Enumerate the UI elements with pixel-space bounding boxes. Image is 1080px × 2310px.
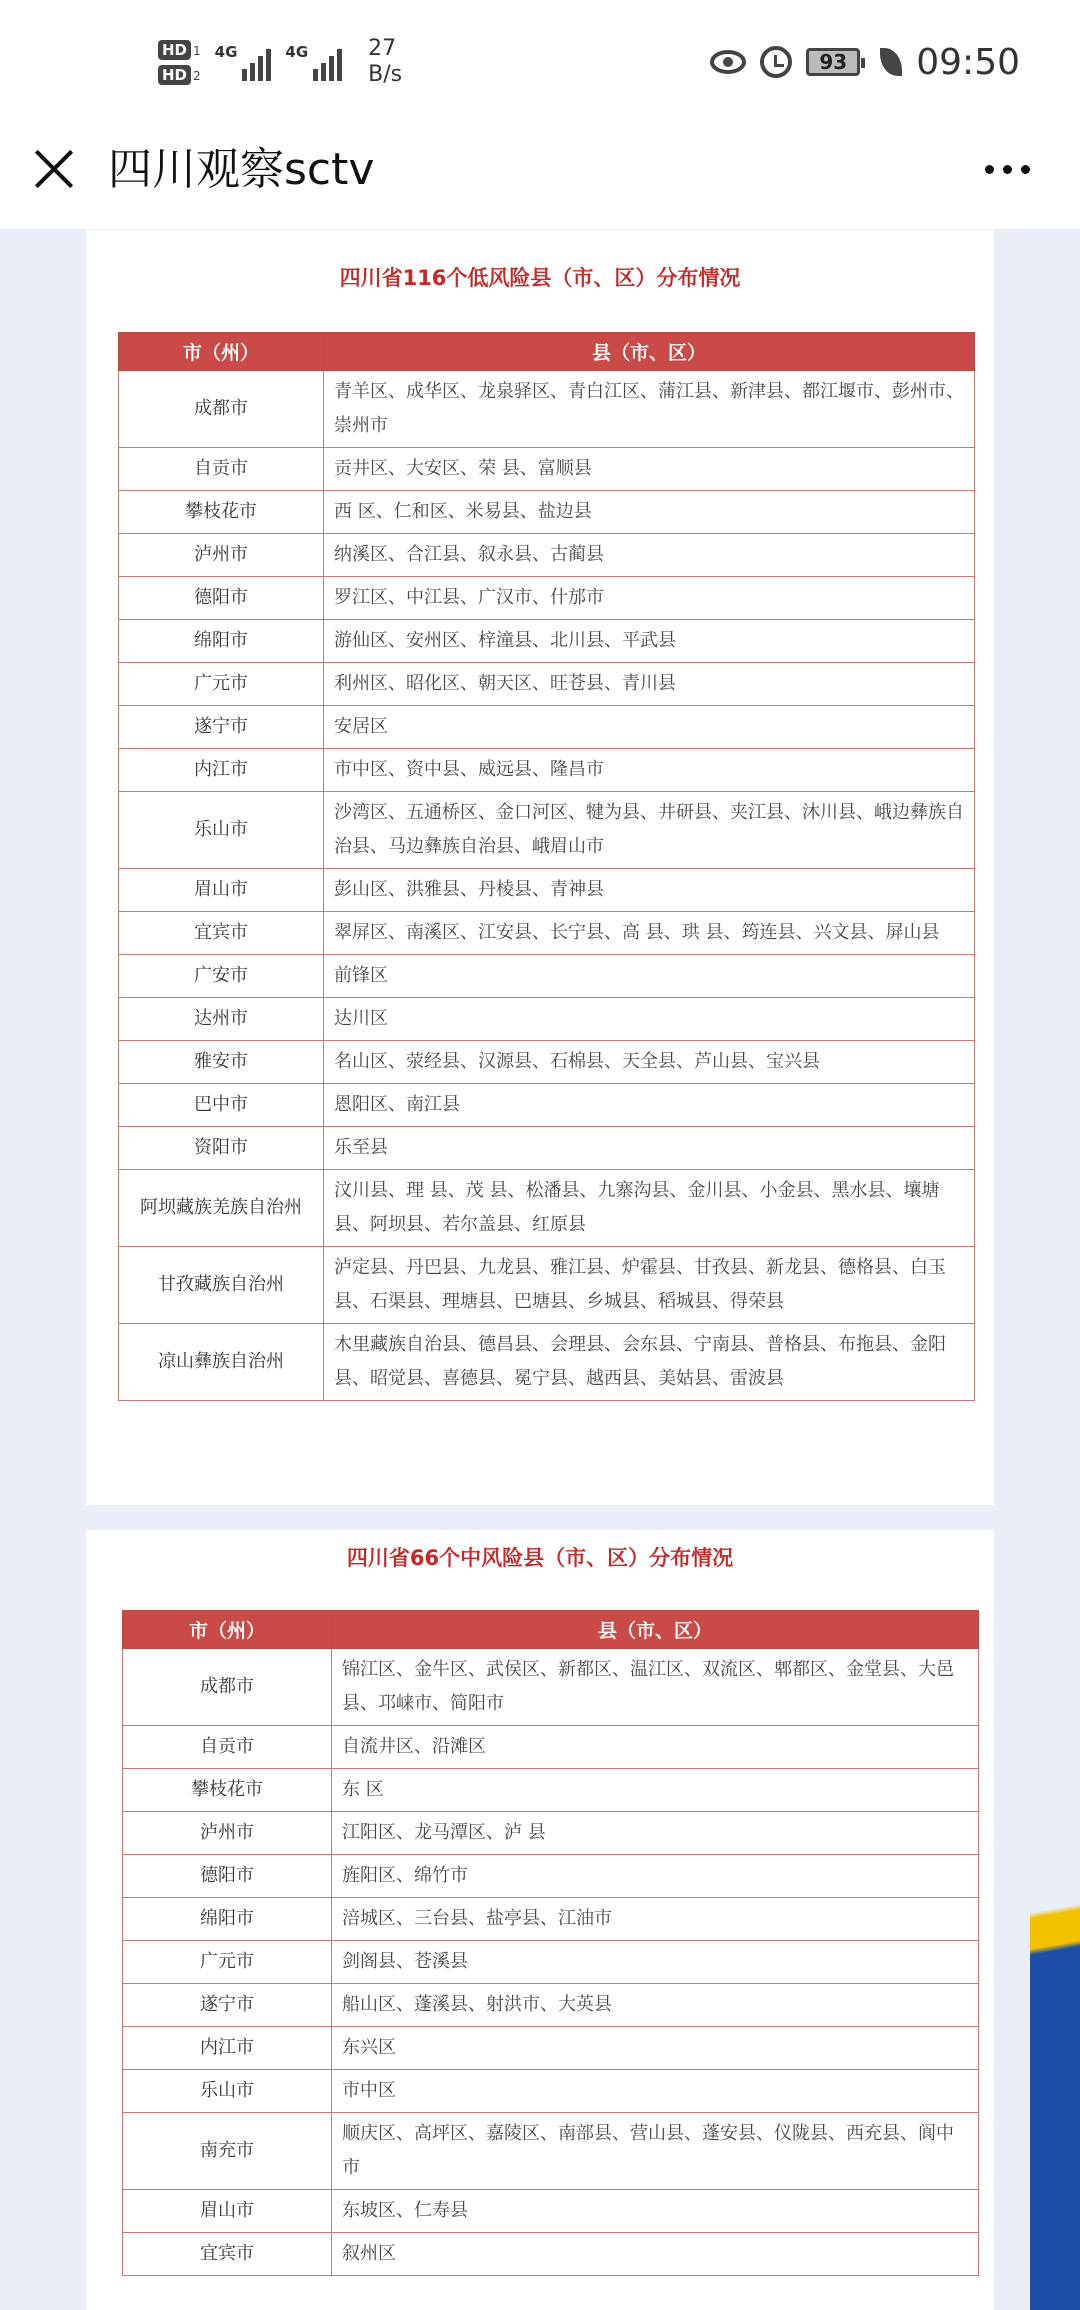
counties-cell: 纳溪区、合江县、叙永县、古蔺县 bbox=[324, 534, 975, 577]
city-cell: 广元市 bbox=[119, 663, 324, 706]
table-row bbox=[119, 869, 975, 912]
counties-cell: 顺庆区、高坪区、嘉陵区、南部县、营山县、蓬安县、仪陇县、西充县、阆中市 bbox=[332, 2113, 979, 2190]
counties-cell: 贡井区、大安区、荣 县、富顺县 bbox=[324, 448, 975, 491]
city-cell: 达州市 bbox=[119, 998, 324, 1041]
table-row bbox=[119, 706, 975, 749]
city-cell: 甘孜藏族自治州 bbox=[119, 1247, 324, 1324]
counties-cell: 前锋区 bbox=[324, 955, 975, 998]
table-row bbox=[123, 1941, 979, 1984]
more-options-icon[interactable] bbox=[985, 165, 1030, 174]
net-speed-value: 27 bbox=[368, 36, 397, 61]
city-cell: 内江市 bbox=[123, 2027, 332, 2070]
table-row bbox=[123, 2070, 979, 2113]
counties-cell: 船山区、蓬溪县、射洪市、大英县 bbox=[332, 1984, 979, 2027]
city-cell: 巴中市 bbox=[119, 1084, 324, 1127]
city-cell: 眉山市 bbox=[123, 2190, 332, 2233]
city-cell: 南充市 bbox=[123, 2113, 332, 2190]
city-cell: 攀枝花市 bbox=[119, 491, 324, 534]
counties-cell: 恩阳区、南江县 bbox=[324, 1084, 975, 1127]
medium-risk-card bbox=[86, 1530, 994, 2310]
signal-icon-1 bbox=[215, 43, 272, 81]
counties-cell: 罗江区、中江县、广汉市、什邡市 bbox=[324, 577, 975, 620]
table-row bbox=[119, 534, 975, 577]
city-cell: 绵阳市 bbox=[119, 620, 324, 663]
counties-cell: 锦江区、金牛区、武侯区、新都区、温江区、双流区、郫都区、金堂县、大邑县、邛崃市、简阳市 bbox=[332, 1649, 979, 1726]
table-row bbox=[119, 663, 975, 706]
city-cell: 绵阳市 bbox=[123, 1898, 332, 1941]
header-city: 市（州） bbox=[119, 333, 324, 371]
table-row bbox=[123, 2113, 979, 2190]
city-cell: 德阳市 bbox=[119, 577, 324, 620]
page-title: 四川观察sctv bbox=[108, 144, 375, 195]
eye-comfort-icon bbox=[710, 50, 746, 74]
counties-cell: 名山区、荥经县、汉源县、石棉县、天全县、芦山县、宝兴县 bbox=[324, 1041, 975, 1084]
city-cell: 阿坝藏族羌族自治州 bbox=[119, 1170, 324, 1247]
table-row bbox=[119, 1324, 975, 1401]
clock-time: 09:50 bbox=[916, 41, 1020, 83]
counties-cell: 游仙区、安州区、梓潼县、北川县、平武县 bbox=[324, 620, 975, 663]
nav-bar bbox=[0, 125, 1080, 230]
net-speed-unit: B/s bbox=[368, 62, 403, 87]
counties-cell: 市中区、资中县、威远县、隆昌市 bbox=[324, 749, 975, 792]
counties-cell: 市中区 bbox=[332, 2070, 979, 2113]
table-row bbox=[123, 1769, 979, 1812]
city-cell: 宜宾市 bbox=[119, 912, 324, 955]
table-row bbox=[119, 1041, 975, 1084]
counties-cell: 翠屏区、南溪区、江安县、长宁县、高 县、珙 县、筠连县、兴文县、屏山县 bbox=[324, 912, 975, 955]
table-row bbox=[119, 998, 975, 1041]
table-row bbox=[119, 577, 975, 620]
counties-cell: 泸定县、丹巴县、九龙县、雅江县、炉霍县、甘孜县、新龙县、德格县、白玉县、石渠县、理塘县、巴塘县、乡城县、稻城县、得荣县 bbox=[324, 1247, 975, 1324]
city-cell: 自贡市 bbox=[123, 1726, 332, 1769]
counties-cell: 剑阁县、苍溪县 bbox=[332, 1941, 979, 1984]
city-cell: 宜宾市 bbox=[123, 2233, 332, 2276]
table-row bbox=[123, 2027, 979, 2070]
table-row bbox=[123, 1898, 979, 1941]
table-row bbox=[119, 1170, 975, 1247]
counties-cell: 彭山区、洪雅县、丹棱县、青神县 bbox=[324, 869, 975, 912]
table-row bbox=[123, 1812, 979, 1855]
city-cell: 泸州市 bbox=[123, 1812, 332, 1855]
counties-cell: 安居区 bbox=[324, 706, 975, 749]
city-cell: 自贡市 bbox=[119, 448, 324, 491]
counties-cell: 青羊区、成华区、龙泉驿区、青白江区、蒲江县、新津县、都江堰市、彭州市、崇州市 bbox=[324, 371, 975, 448]
counties-cell: 西 区、仁和区、米易县、盐边县 bbox=[324, 491, 975, 534]
table-header-row bbox=[119, 333, 975, 371]
counties-cell: 叙州区 bbox=[332, 2233, 979, 2276]
table-row bbox=[123, 1855, 979, 1898]
table-row bbox=[119, 448, 975, 491]
alarm-icon bbox=[760, 46, 792, 78]
table-row bbox=[123, 1649, 979, 1726]
low-risk-title: 四川省116个低风险县（市、区）分布情况 bbox=[339, 266, 741, 290]
table-row bbox=[123, 1984, 979, 2027]
counties-cell: 沙湾区、五通桥区、金口河区、犍为县、井研县、夹江县、沐川县、峨边彝族自治县、马边彝族自治县、峨眉山市 bbox=[324, 792, 975, 869]
hd-sim-2: 2 bbox=[193, 69, 201, 83]
city-cell: 遂宁市 bbox=[123, 1984, 332, 2027]
signal-label-2: 4G bbox=[285, 43, 309, 61]
city-cell: 内江市 bbox=[119, 749, 324, 792]
city-cell: 雅安市 bbox=[119, 1041, 324, 1084]
city-cell: 眉山市 bbox=[119, 869, 324, 912]
article-content bbox=[0, 230, 1080, 2310]
counties-cell: 涪城区、三台县、盐亭县、江油市 bbox=[332, 1898, 979, 1941]
hd-icon-2: HD bbox=[158, 65, 191, 85]
city-cell: 广安市 bbox=[119, 955, 324, 998]
counties-cell: 旌阳区、绵竹市 bbox=[332, 1855, 979, 1898]
table-row bbox=[119, 749, 975, 792]
header-counties: 县（市、区） bbox=[324, 333, 975, 371]
battery-icon: 93 bbox=[806, 48, 860, 76]
power-saving-leaf-icon bbox=[880, 48, 902, 76]
counties-cell: 东兴区 bbox=[332, 2027, 979, 2070]
counties-cell: 木里藏族自治县、德昌县、会理县、会东县、宁南县、普格县、布拖县、金阳县、昭觉县、喜德县、冕宁县、越西县、美姑县、雷波县 bbox=[324, 1324, 975, 1401]
signal-icon-2 bbox=[285, 43, 342, 81]
counties-cell: 江阳区、龙马潭区、泸 县 bbox=[332, 1812, 979, 1855]
close-icon[interactable] bbox=[32, 147, 76, 191]
net-speed bbox=[368, 36, 402, 88]
header-counties: 县（市、区） bbox=[332, 1611, 979, 1649]
city-cell: 广元市 bbox=[123, 1941, 332, 1984]
table-row bbox=[119, 1127, 975, 1170]
table-row bbox=[119, 620, 975, 663]
table-row bbox=[119, 1084, 975, 1127]
counties-cell: 利州区、昭化区、朝天区、旺苍县、青川县 bbox=[324, 663, 975, 706]
table-header-row bbox=[123, 1611, 979, 1649]
status-left bbox=[158, 30, 402, 94]
city-cell: 资阳市 bbox=[119, 1127, 324, 1170]
city-cell: 成都市 bbox=[119, 371, 324, 448]
table-row bbox=[123, 1726, 979, 1769]
table-row bbox=[119, 912, 975, 955]
city-cell: 乐山市 bbox=[119, 792, 324, 869]
table-row bbox=[119, 955, 975, 998]
city-cell: 遂宁市 bbox=[119, 706, 324, 749]
counties-cell: 自流井区、沿滩区 bbox=[332, 1726, 979, 1769]
table-row bbox=[119, 371, 975, 448]
medium-risk-table bbox=[122, 1610, 979, 2276]
city-cell: 成都市 bbox=[123, 1649, 332, 1726]
hd-icon-1: HD bbox=[158, 40, 191, 60]
table-row bbox=[123, 2233, 979, 2276]
table-row bbox=[123, 2190, 979, 2233]
low-risk-table bbox=[118, 332, 975, 1401]
decorative-stripe bbox=[1030, 1730, 1080, 2310]
city-cell: 德阳市 bbox=[123, 1855, 332, 1898]
counties-cell: 汶川县、理 县、茂 县、松潘县、九寨沟县、金川县、小金县、黑水县、壤塘县、阿坝县、若尔盖县、红原县 bbox=[324, 1170, 975, 1247]
city-cell: 凉山彝族自治州 bbox=[119, 1324, 324, 1401]
counties-cell: 东坡区、仁寿县 bbox=[332, 2190, 979, 2233]
city-cell: 乐山市 bbox=[123, 2070, 332, 2113]
counties-cell: 东 区 bbox=[332, 1769, 979, 1812]
hd-sim-1: 1 bbox=[193, 44, 201, 58]
table-row bbox=[119, 491, 975, 534]
counties-cell: 乐至县 bbox=[324, 1127, 975, 1170]
status-bar bbox=[0, 0, 1080, 125]
city-cell: 攀枝花市 bbox=[123, 1769, 332, 1812]
table-row bbox=[119, 1247, 975, 1324]
signal-label-1: 4G bbox=[214, 43, 238, 61]
medium-risk-title: 四川省66个中风险县（市、区）分布情况 bbox=[346, 1546, 734, 1570]
status-right bbox=[710, 38, 1020, 86]
table-row bbox=[119, 792, 975, 869]
low-risk-card bbox=[86, 230, 994, 1505]
city-cell: 泸州市 bbox=[119, 534, 324, 577]
header-city: 市（州） bbox=[123, 1611, 332, 1649]
counties-cell: 达川区 bbox=[324, 998, 975, 1041]
